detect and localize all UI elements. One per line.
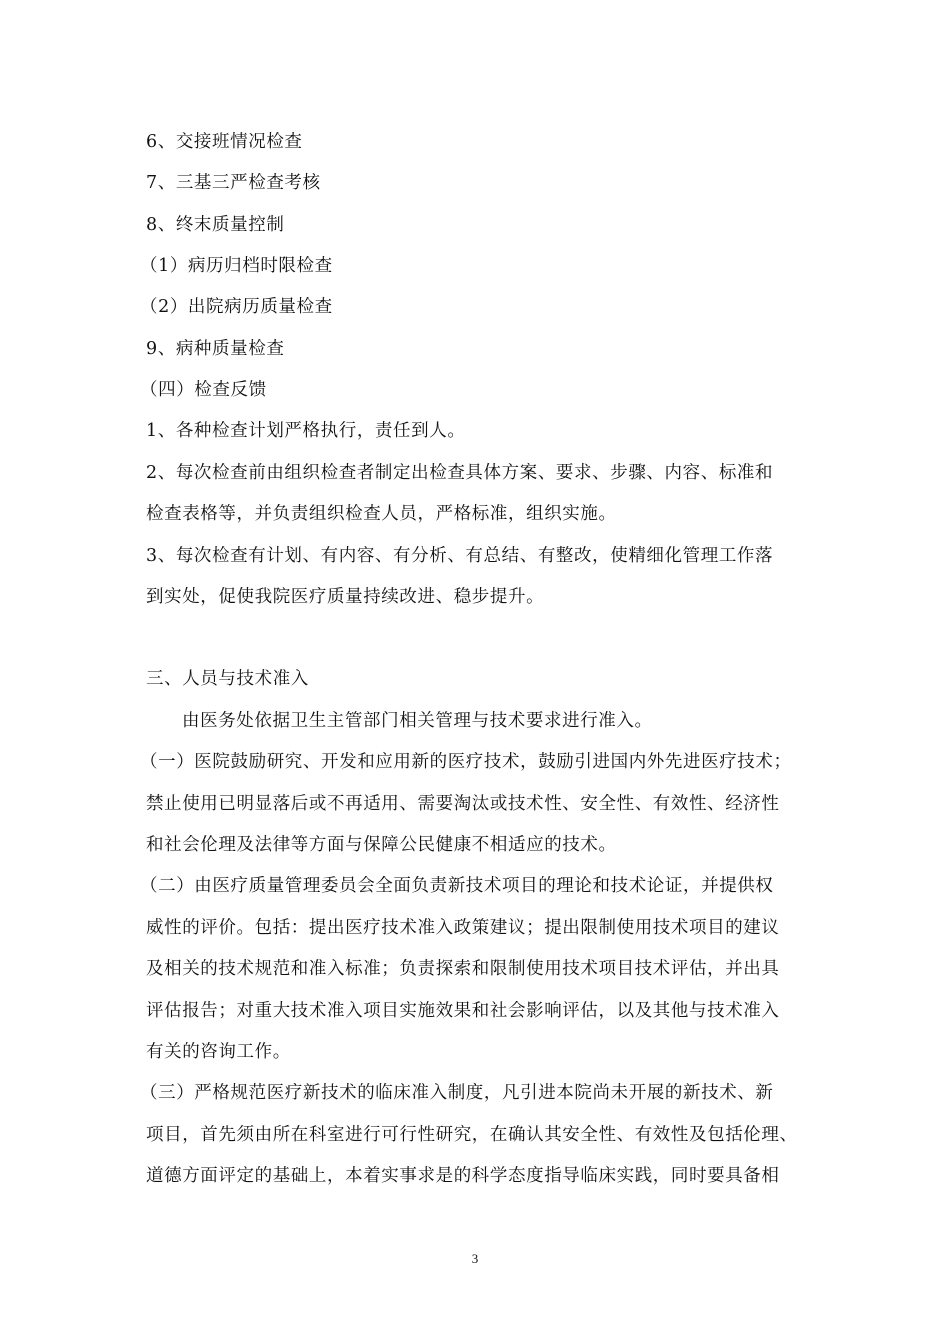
text-line: 9、病种质量检查 [146, 339, 285, 359]
text-line: 7、三基三严检查考核 [146, 173, 321, 193]
section-heading: （四）检查反馈 [140, 380, 267, 400]
text-line: 检查表格等，并负责组织检查人员，严格标准，组织实施。 [146, 504, 617, 524]
text-line: 及相关的技术规范和准入标准；负责探索和限制使用技术项目技术评估，并出具 [146, 959, 780, 979]
text-line: 道德方面评定的基础上，本着实事求是的科学态度指导临床实践，同时要具备相 [146, 1166, 780, 1186]
text-line: 威性的评价。包括：提出医疗技术准入政策建议；提出限制使用技术项目的建议 [146, 918, 780, 938]
text-line: 6、交接班情况检查 [146, 132, 303, 152]
text-line: （一）医院鼓励研究、开发和应用新的医疗技术，鼓励引进国内外先进医疗技术； [140, 752, 792, 772]
text-line: 到实处，促使我院医疗质量持续改进、稳步提升。 [146, 587, 545, 607]
text-line: （三）严格规范医疗新技术的临床准入制度，凡引进本院尚未开展的新技术、新 [140, 1083, 774, 1103]
text-line: 禁止使用已明显落后或不再适用、需要淘汰或技术性、安全性、有效性、经济性 [146, 794, 780, 814]
text-line: 1、各种检查计划严格执行，责任到人。 [146, 421, 466, 441]
text-line: 项目，首先须由所在科室进行可行性研究，在确认其安全性、有效性及包括伦理、 [146, 1125, 798, 1145]
section-heading: 三、人员与技术准入 [146, 669, 309, 689]
text-line: 2、每次检查前由组织检查者制定出检查具体方案、要求、步骤、内容、标准和 [146, 463, 774, 483]
text-line: 和社会伦理及法律等方面与保障公民健康不相适应的技术。 [146, 835, 617, 855]
page-number: 3 [471, 1251, 479, 1266]
text-line: 8、终末质量控制 [146, 215, 285, 235]
text-line: （1）病历归档时限检查 [140, 256, 333, 276]
text-line: （2）出院病历质量检查 [140, 297, 333, 317]
text-line: 评估报告；对重大技术准入项目实施效果和社会影响评估，以及其他与技术准入 [146, 1001, 780, 1021]
text-line: 由医务处依据卫生主管部门相关管理与技术要求进行准入。 [182, 711, 653, 731]
text-line: 3、每次检查有计划、有内容、有分析、有总结、有整改，使精细化管理工作落 [146, 546, 774, 566]
text-line: （二）由医疗质量管理委员会全面负责新技术项目的理论和技术论证，并提供权 [140, 876, 774, 896]
text-line: 有关的咨询工作。 [146, 1042, 291, 1062]
